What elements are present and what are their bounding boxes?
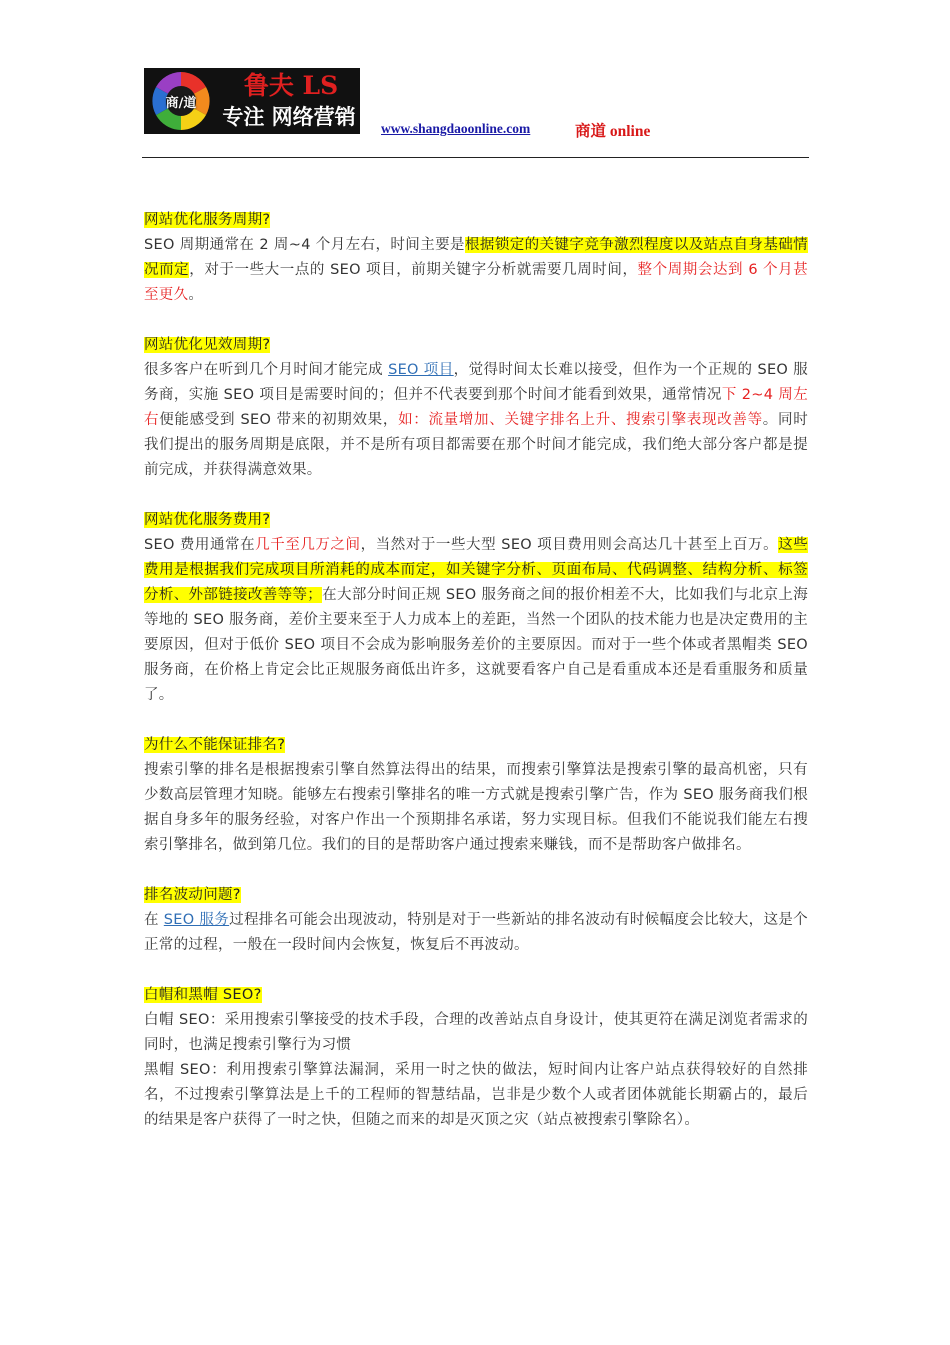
section-heading: 为什么不能保证排名?	[144, 737, 286, 753]
section-paragraph: 在 SEO 服务过程排名可能会出现波动，特别是对于一些新站的排名波动有时候幅度会比较大，这是个正常的过程，一般在一段时间内会恢复，恢复后不再波动。	[144, 912, 808, 953]
header-divider	[142, 157, 809, 158]
section-heading: 网站优化服务费用?	[144, 512, 271, 528]
section-service-fee	[144, 508, 808, 708]
section-paragraph: 很多客户在听到几个月时间才能完成 SEO 项目，觉得时间太长难以接受，但作为一个正规的 SEO 服务商，实施 SEO 项目是需要时间的；但并不代表要到那个时间才能看到效果，通常情况下 2~4 周左右便能感受到 SEO 带来的初期效果，如：流量增加、关键字排名上升、搜索引擎表现改善等。同时 我们提出的服务周期是底限，并不是所有项目都需要在那个时间才能完成，我们绝大部分客户都是提前完成，并获得满意效果。	[144, 362, 809, 478]
section-ranking-fluctuation	[144, 883, 808, 958]
white-hat-paragraph: 白帽 SEO：采用搜索引擎接受的技术手段，合理的改善站点自身设计，使其更符在满足浏览者需求的同时，也满足搜索引擎行为习惯	[144, 1012, 808, 1053]
section-no-ranking-guarantee	[144, 733, 808, 858]
logo-circle-text: 商/道	[165, 95, 197, 111]
article-body	[144, 208, 808, 1158]
seo-project-link[interactable]: SEO 项目	[388, 362, 454, 378]
section-effect-period	[144, 333, 808, 483]
company-logo	[144, 68, 360, 134]
section-heading: 白帽和黑帽 SEO?	[144, 987, 262, 1003]
section-service-period	[144, 208, 808, 308]
logo-slogan: 专注 网络营销	[222, 105, 356, 129]
section-heading: 网站优化服务周期?	[144, 212, 271, 228]
seo-service-link[interactable]: SEO 服务	[163, 912, 230, 928]
section-paragraph: SEO 费用通常在几千至几万之间，当然对于一些大型 SEO 项目费用则会高达几十甚至上百万。这些费用是根据我们完成项目所消耗的成本而定，如关键字分析、页面布局、代码调整、结构分析、标签分析、外部链接改善等等；在大部分时间正规 SEO 服务商之间的报价相差不大，比如我们与北京上海等地的 SEO 服务商，差价主要来至于人力成本上的差距，当然一个团队的技术能力也是决定费用的主要原因，但对于低价 SEO 项目不会成为影响服务差价的主要原因。而对于一些个体或者黑帽类 SEO 服务商，在价格上肯定会比正规服务商低出许多，这就要看客户自己是看重成本还是看重服务和质量了。	[144, 537, 809, 703]
black-hat-paragraph: 黑帽 SEO：利用搜索引擎算法漏洞，采用一时之快的做法，短时间内让客户站点获得较好的自然排名，不过搜索引擎算法是上千的工程师的智慧结晶，岂非是少数个人或者团体就能长期霸占的，最后的结果是客户获得了一时之快，但随之而来的却是灭顶之灾（站点被搜索引擎除名）。	[144, 1062, 808, 1128]
section-heading: 排名波动问题?	[144, 887, 241, 903]
section-paragraph: 搜索引擎的排名是根据搜索引擎自然算法得出的结果，而搜索引擎算法是搜索引擎的最高机密，只有少数高层管理才知晓。能够左右搜索引擎排名的唯一方式就是搜索引擎广告，作为 SEO 服务商我们根据自身多年的服务经验，对客户作出一个预期排名承诺，努力实现目标。但我们不能说我们能左右搜索引擎排名，做到第几位。我们的目的是帮助客户通过搜索来赚钱，而不是帮助客户做排名。	[144, 762, 808, 853]
section-paragraph: SEO 周期通常在 2 周~4 个月左右，时间主要是根据锁定的关键字竞争激烈程度以及站点自身基础情况而定，对于一些大一点的 SEO 项目，前期关键字分析就需要几周时间，整个周期会达到 6 个月甚至更久。	[144, 237, 808, 303]
brand-online-text: 商道 online	[575, 123, 651, 140]
section-white-black-hat	[144, 983, 808, 1133]
logo-brand-name: 鲁夫 LS	[243, 71, 339, 100]
site-url-link[interactable]: www.shangdaoonline.com	[381, 121, 531, 136]
section-heading: 网站优化见效周期?	[144, 337, 271, 353]
